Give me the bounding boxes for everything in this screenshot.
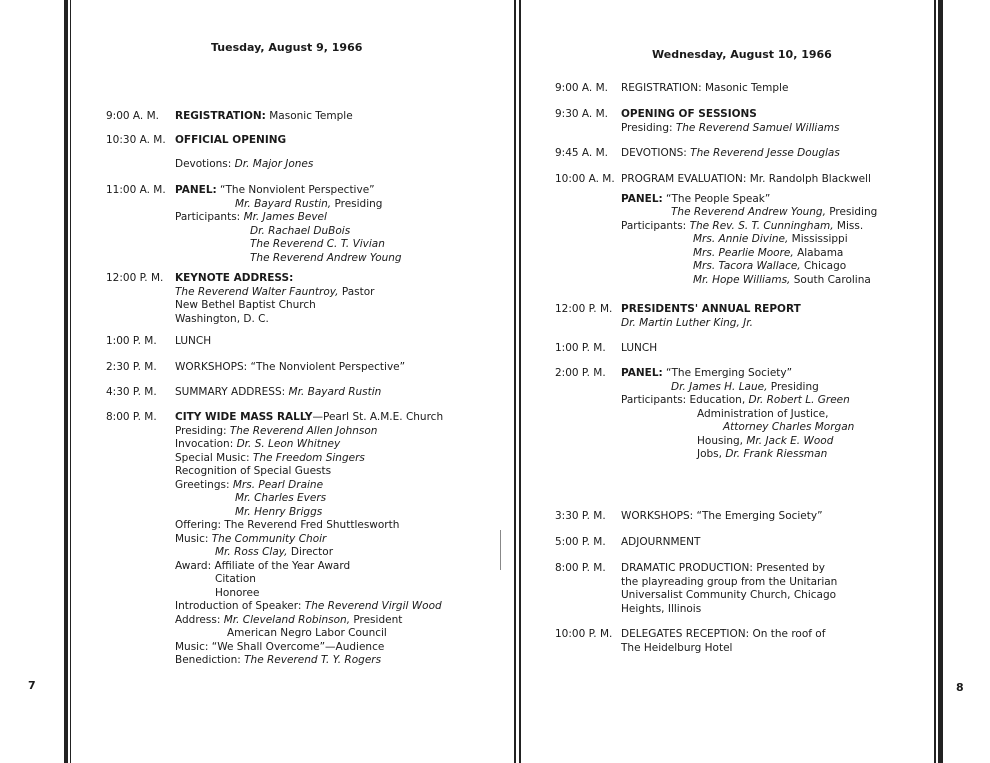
- detail-text: Presiding:: [621, 121, 676, 134]
- entry-detail-line: [621, 603, 837, 617]
- detail-text: “The People Speak”: [662, 192, 771, 205]
- entry-detail-line: [621, 193, 877, 207]
- entry-detail-line: [175, 587, 443, 601]
- detail-text: Devotions:: [175, 157, 235, 170]
- binding-mark: [500, 530, 501, 570]
- detail-name: Mrs. Pearlie Moore,: [693, 246, 794, 259]
- page-number-left: 7: [28, 679, 36, 692]
- detail-text: Music: “We Shall Overcome”—Audience: [175, 640, 385, 653]
- entry-time: 1:00 P. M.: [555, 342, 606, 354]
- entry-text: LUNCH: [621, 342, 658, 354]
- detail-name: Dr. Martin Luther King, Jr.: [621, 316, 753, 329]
- right-day-title: Wednesday, August 10, 1966: [652, 48, 832, 61]
- entry-body: [175, 272, 374, 326]
- detail-text: Participants:: [621, 219, 690, 232]
- entry-detail-line: [175, 560, 443, 574]
- entry-detail-line: [175, 506, 443, 520]
- entry-text: LUNCH: [175, 335, 212, 347]
- detail-text: Presiding: [331, 197, 383, 210]
- entry-detail-line: [175, 198, 402, 212]
- entry-text: Masonic Temple: [265, 110, 353, 122]
- right-gutter-rule: [934, 0, 936, 763]
- entry-time: 2:30 P. M.: [106, 361, 157, 373]
- detail-name: Attorney Charles Morgan: [723, 421, 855, 433]
- entry-time: 10:30 A. M.: [106, 134, 166, 146]
- detail-text: Alabama: [793, 246, 844, 259]
- entry-time: 3:30 P. M.: [555, 510, 606, 522]
- entry-detail-line: [175, 286, 374, 300]
- detail-name: Mrs. Annie Divine,: [693, 233, 789, 245]
- entry-text: PROGRAM EVALUATION: Mr. Randolph Blackwell: [621, 173, 871, 185]
- detail-name: The Reverend Walter Fauntroy,: [175, 285, 339, 298]
- entry-label: PRESIDENTS' ANNUAL REPORT: [621, 303, 801, 315]
- entry-detail-line: [175, 614, 443, 628]
- detail-text: American Negro Labor Council: [227, 627, 387, 639]
- detail-text: President: [350, 613, 403, 626]
- detail-text: Citation: [215, 573, 256, 585]
- entry-detail-line: [175, 299, 374, 313]
- entry-body: [621, 82, 788, 96]
- detail-name: Dr. Frank Riessman: [725, 448, 828, 460]
- detail-text: Offering: The Reverend Fred Shuttlesworth: [175, 519, 400, 531]
- detail-text: Heights, Illinois: [621, 602, 702, 615]
- entry-detail-line: [621, 421, 854, 435]
- detail-text: Invocation:: [175, 438, 237, 450]
- entry-body: [621, 147, 840, 161]
- entry-heading: [175, 110, 353, 124]
- entry-time: 9:00 A. M.: [106, 110, 159, 122]
- entry-detail-line: [175, 546, 443, 560]
- detail-name: The Freedom Singers: [252, 451, 365, 464]
- detail-name: Mr. Cleveland Robinson,: [223, 613, 351, 626]
- detail-text: Recognition of Special Guests: [175, 465, 332, 477]
- entry-text: ADJOURNMENT: [621, 536, 701, 548]
- detail-text: Honoree: [215, 586, 260, 599]
- entry-detail-line: [621, 408, 854, 422]
- detail-name: The Reverend C. T. Vivian: [250, 238, 385, 250]
- detail-name: Mr. James Bevel: [243, 211, 327, 223]
- detail-name: Dr. James H. Laue,: [671, 380, 768, 393]
- detail-name: Dr. S. Leon Whitney: [236, 438, 341, 450]
- detail-name: Mrs. Tacora Wallace,: [693, 260, 801, 272]
- entry-detail-line: [175, 465, 443, 479]
- detail-name: The Reverend Andrew Young: [250, 251, 402, 264]
- entry-time: 9:00 A. M.: [555, 82, 608, 94]
- detail-text: New Bethel Baptist Church: [175, 299, 316, 311]
- detail-label: PANEL:: [621, 192, 663, 205]
- entry-detail-line: [621, 274, 877, 288]
- entry-heading: [621, 147, 840, 161]
- entry-detail-line: [175, 452, 443, 466]
- entry-detail-line: [621, 220, 877, 234]
- entry-detail-line: [175, 519, 443, 533]
- entry-body: [621, 536, 700, 550]
- entry-heading: [175, 411, 443, 425]
- detail-name: The Rev. S. T. Cunningham,: [689, 219, 834, 232]
- entry-body: [175, 134, 313, 171]
- detail-text: Washington, D. C.: [175, 312, 269, 325]
- entry-detail-line: [621, 206, 877, 220]
- entry-time: 12:00 P. M.: [106, 272, 164, 284]
- detail-text: Greetings:: [175, 478, 233, 491]
- entry-time: 9:45 A. M.: [555, 147, 608, 159]
- entry-detail-line: [621, 381, 854, 395]
- detail-text: Presiding: [825, 206, 878, 218]
- left-gutter-rule: [64, 0, 68, 763]
- entry-heading: [621, 342, 657, 356]
- entry-text: “The Nonviolent Perspective”: [216, 184, 375, 196]
- entry-time: 12:00 P. M.: [555, 303, 613, 315]
- entry-detail-line: [175, 425, 443, 439]
- detail-name: The Reverend Samuel Williams: [675, 121, 840, 134]
- left-day-title: Tuesday, August 9, 1966: [211, 41, 363, 54]
- entry-detail-line: [621, 233, 877, 247]
- entry-time: 9:30 A. M.: [555, 108, 608, 120]
- detail-name: Dr. Robert L. Green: [748, 394, 850, 406]
- entry-heading: [621, 510, 823, 524]
- entry-time: 2:00 P. M.: [555, 367, 606, 379]
- entry-heading: [621, 367, 854, 381]
- entry-detail-line: [175, 438, 443, 452]
- entry-detail-line: [175, 600, 443, 614]
- entry-heading: [175, 272, 374, 286]
- entry-time: 10:00 A. M.: [555, 173, 615, 185]
- entry-detail-line: [621, 317, 801, 331]
- entry-detail-line: [621, 589, 837, 603]
- entry-label: KEYNOTE ADDRESS:: [175, 272, 294, 284]
- entry-text: “The Emerging Society”: [662, 367, 793, 379]
- entry-body: [621, 303, 801, 330]
- entry-detail-line: [175, 225, 402, 239]
- entry-heading: [621, 536, 700, 550]
- entry-heading: [621, 303, 801, 317]
- entry-heading: [621, 82, 788, 96]
- entry-time: 5:00 P. M.: [555, 536, 606, 548]
- entry-text: —Pearl St. A.M.E. Church: [312, 411, 444, 423]
- detail-text: Administration of Justice,: [697, 407, 829, 420]
- detail-text: Music:: [175, 532, 212, 545]
- entry-detail-line: [621, 435, 854, 449]
- entry-name: The Reverend Jesse Douglas: [690, 147, 840, 159]
- detail-name: Mr. Ross Clay,: [215, 546, 288, 558]
- entry-detail-line: [175, 492, 443, 506]
- detail-text: Special Music:: [175, 451, 253, 464]
- entry-body: [175, 110, 353, 124]
- entry-time: 8:00 P. M.: [555, 562, 606, 574]
- entry-detail-line: [621, 576, 837, 590]
- entry-time: 1:00 P. M.: [106, 335, 157, 347]
- entry-detail-line: [175, 479, 443, 493]
- detail-name: Dr. Rachael DuBois: [250, 224, 351, 237]
- entry-heading: [175, 361, 405, 375]
- entry-heading: [621, 628, 825, 642]
- detail-name: Mr. Hope Williams,: [693, 273, 791, 286]
- entry-body: [175, 411, 443, 668]
- entry-detail-line: [621, 260, 877, 274]
- detail-text: Address:: [175, 613, 224, 626]
- entry-heading: [175, 335, 211, 349]
- detail-name: The Community Choir: [211, 532, 327, 545]
- entry-heading: [621, 108, 839, 122]
- entry-time: 11:00 A. M.: [106, 184, 166, 196]
- entry-body: [621, 342, 657, 356]
- entry-detail-line: [175, 158, 313, 172]
- entry-body: [621, 367, 854, 462]
- entry-detail-line: [175, 211, 402, 225]
- entry-time: 4:30 P. M.: [106, 386, 157, 398]
- detail-text: Universalist Community Church, Chicago: [621, 589, 837, 601]
- entry-name: Mr. Bayard Rustin: [288, 386, 382, 398]
- entry-detail-line: [175, 313, 374, 327]
- detail-name: Mr. Jack E. Wood: [746, 434, 834, 447]
- detail-text: Participants: Education,: [621, 394, 749, 406]
- entry-detail-line: [621, 642, 825, 656]
- entry-body: [621, 562, 837, 616]
- entry-time: 10:00 P. M.: [555, 628, 613, 640]
- detail-name: Mr. Charles Evers: [235, 492, 327, 504]
- entry-body: [621, 628, 825, 655]
- detail-text: Pastor: [338, 285, 375, 298]
- entry-detail-line: [621, 448, 854, 462]
- detail-name: Mr. Henry Briggs: [235, 505, 323, 518]
- entry-body: [175, 184, 402, 265]
- entry-detail-line: [621, 394, 854, 408]
- center-fold-rule: [514, 0, 516, 763]
- detail-text: Participants:: [175, 211, 244, 223]
- detail-text: Jobs,: [697, 448, 726, 460]
- detail-text: Mississippi: [788, 233, 848, 245]
- entry-body: [621, 173, 877, 287]
- entry-label: REGISTRATION:: [175, 110, 266, 122]
- detail-text: Benediction:: [175, 654, 245, 666]
- detail-text: Chicago: [800, 260, 847, 272]
- left-gutter-rule-thin: [70, 0, 71, 763]
- entry-body: [621, 108, 839, 135]
- entry-label: PANEL:: [621, 367, 663, 379]
- entry-detail-line: [175, 627, 443, 641]
- detail-text: Director: [287, 546, 334, 558]
- entry-heading: [175, 134, 313, 148]
- detail-text: Presiding: [767, 380, 819, 393]
- detail-text: South Carolina: [790, 273, 871, 286]
- detail-text: Introduction of Speaker:: [175, 600, 305, 612]
- entry-heading: [175, 184, 402, 198]
- entry-text: SUMMARY ADDRESS:: [175, 386, 289, 398]
- entry-detail-line: [175, 641, 443, 655]
- detail-name: The Reverend Allen Johnson: [229, 424, 378, 437]
- detail-name: Dr. Major Jones: [234, 157, 314, 170]
- entry-label: OPENING OF SESSIONS: [621, 108, 757, 120]
- detail-name: Mr. Bayard Rustin,: [235, 197, 332, 210]
- entry-detail-line: [175, 533, 443, 547]
- entry-body: [175, 386, 381, 400]
- right-gutter-rule-thick: [938, 0, 943, 763]
- entry-label: CITY WIDE MASS RALLY: [175, 411, 313, 423]
- entry-detail-line: [621, 247, 877, 261]
- detail-name: Mrs. Pearl Draine: [232, 478, 324, 491]
- entry-label: PANEL:: [175, 184, 217, 196]
- center-fold-rule-thin: [519, 0, 521, 763]
- entry-detail-line: [175, 573, 443, 587]
- entry-text: DRAMATIC PRODUCTION: Presented by: [621, 562, 825, 574]
- entry-text: REGISTRATION: Masonic Temple: [621, 82, 789, 94]
- entry-label: OFFICIAL OPENING: [175, 134, 287, 146]
- detail-text: Presiding:: [175, 424, 230, 437]
- entry-detail-line: [175, 252, 402, 266]
- detail-name: The Reverend T. Y. Rogers: [244, 654, 382, 666]
- entry-time: 8:00 P. M.: [106, 411, 157, 423]
- page-number-right: 8: [956, 681, 964, 694]
- entry-text: WORKSHOPS: “The Emerging Society”: [621, 510, 823, 522]
- entry-detail-line: [175, 654, 443, 668]
- detail-text: Housing,: [697, 434, 747, 447]
- entry-heading: [621, 562, 837, 576]
- detail-name: The Reverend Andrew Young,: [671, 206, 826, 218]
- entry-heading: [621, 173, 877, 187]
- entry-body: [175, 335, 211, 349]
- entry-detail-line: [621, 122, 839, 136]
- detail-text: Award: Affiliate of the Year Award: [175, 559, 351, 572]
- entry-text: DELEGATES RECEPTION: On the roof of: [621, 628, 826, 640]
- entry-body: [621, 510, 823, 524]
- detail-name: The Reverend Virgil Wood: [304, 600, 442, 612]
- entry-heading: [175, 386, 381, 400]
- detail-text: The Heidelburg Hotel: [621, 641, 733, 654]
- entry-body: [175, 361, 405, 375]
- entry-text: DEVOTIONS:: [621, 147, 691, 159]
- entry-text: WORKSHOPS: “The Nonviolent Perspective”: [175, 361, 406, 373]
- detail-text: the playreading group from the Unitarian: [621, 575, 838, 588]
- entry-detail-line: [175, 238, 402, 252]
- detail-text: Miss.: [833, 219, 864, 232]
